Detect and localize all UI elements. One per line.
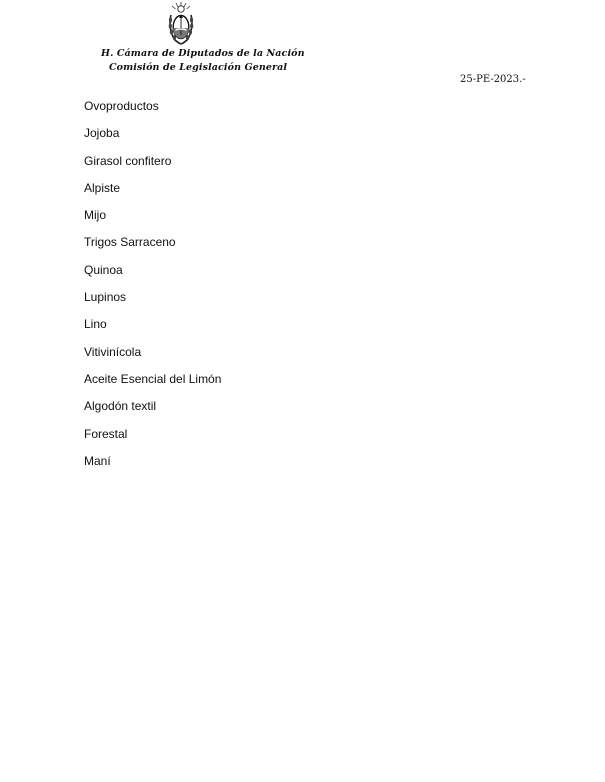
list-item: Maní [84,453,111,468]
list-item: Ovoproductos [84,99,159,113]
institution-name: H. Cámara de Diputados de la Nación [101,48,305,59]
list-item: Forestal [84,426,128,441]
list-item: Mijo [84,208,107,223]
list-item: Jojoba [84,126,120,141]
list-item: Lino [84,317,107,332]
list-item: Girasol confitero [84,153,172,168]
document-reference: 25-PE-2023.- [460,74,526,85]
list-item: Alpiste [84,180,121,195]
list-item: Lupinos [84,290,127,305]
list-item: Algodón textil [84,399,157,414]
list-item: Trigos Sarraceno [84,235,176,250]
product-list [84,98,221,480]
list-item: Aceite Esencial del Limón [84,371,222,386]
committee-name: Comisión de Legislación General [109,62,288,73]
list-item: Quinoa [84,262,123,277]
list-item: Vitivinícola [84,344,142,359]
coat-of-arms-seal-icon [166,1,196,47]
